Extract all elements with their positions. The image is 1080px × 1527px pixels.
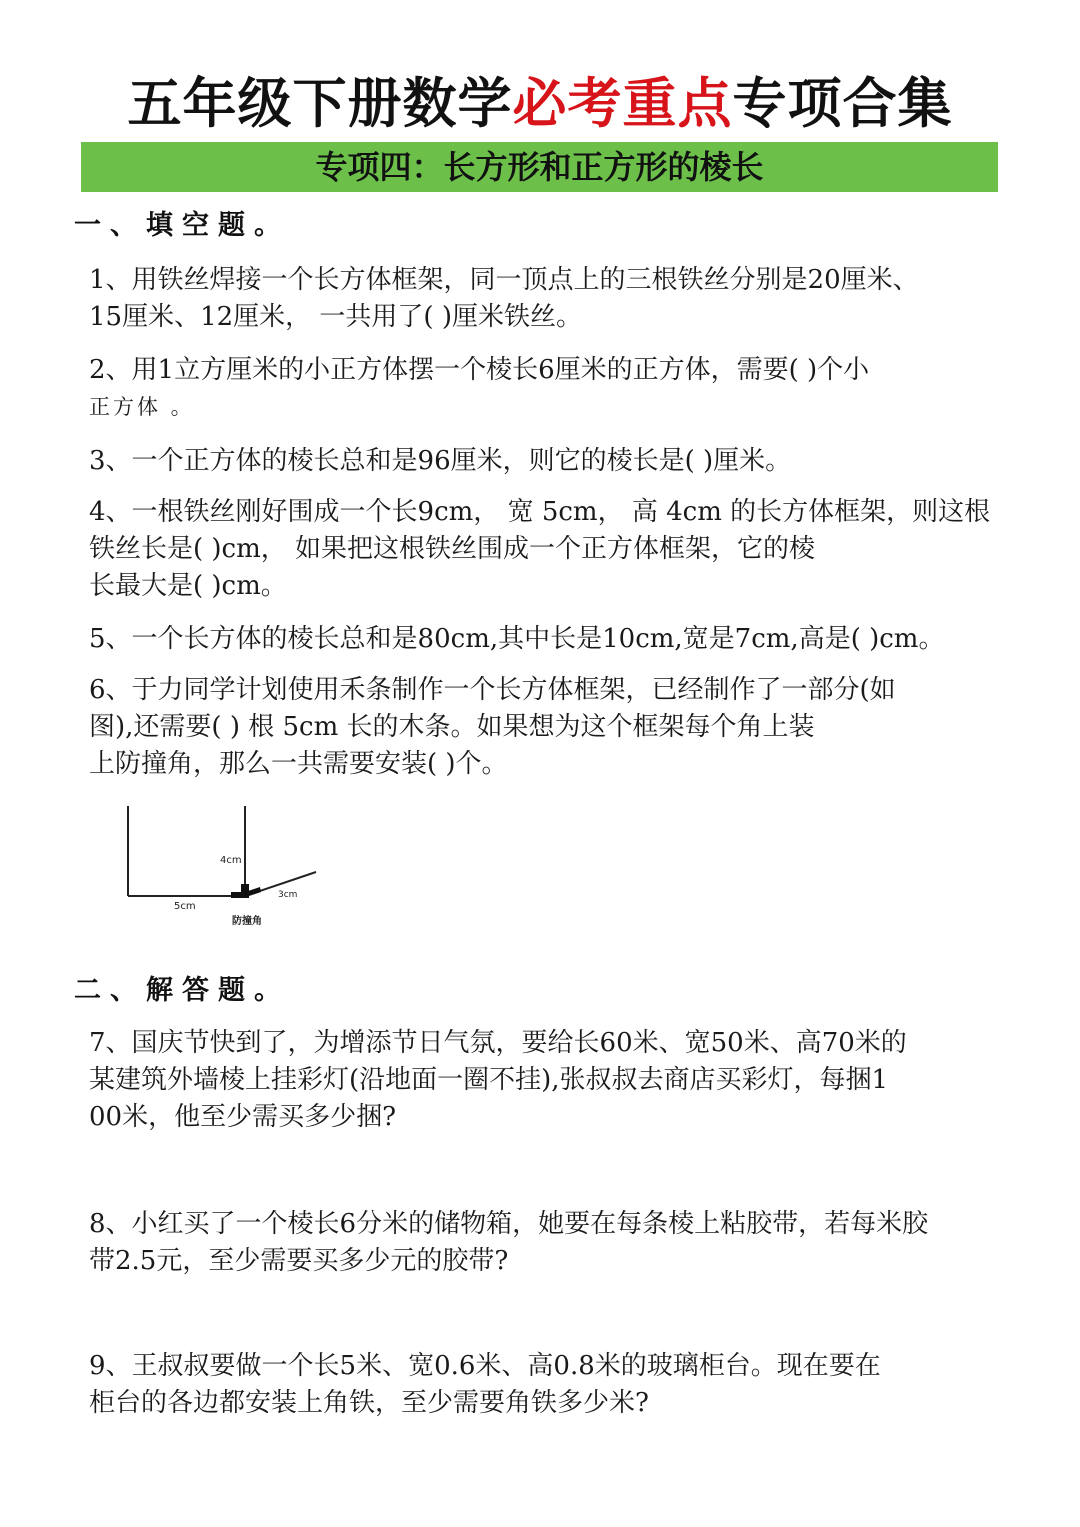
question-line: 1、用铁丝焊接一个长方体框架，同一顶点上的三根铁丝分别是20厘米、 <box>89 265 919 295</box>
question-6 <box>89 672 989 783</box>
topic-banner-text: 专项四：长方形和正方形的棱长 <box>315 148 764 186</box>
question-line: 2、用1立方厘米的小正方体摆一个棱长6厘米的正方体，需要( )个小 <box>89 355 870 385</box>
question-9 <box>89 1348 989 1422</box>
frame-figure <box>118 800 328 935</box>
question-line: 5、一个长方体的棱长总和是80cm,其中长是10cm,宽是7cm,高是( )cm。 <box>89 624 945 654</box>
question-line: 6、于力同学计划使用禾条制作一个长方体框架，已经制作了一部分(如 <box>89 675 896 705</box>
label-height: 4cm <box>220 855 242 866</box>
question-line: 铁丝长是( )cm， 如果把这根铁丝围成一个正方体框架，它的棱 <box>89 534 816 564</box>
question-line: 柜台的各边都安装上角铁，至少需要角铁多少米? <box>89 1388 649 1418</box>
question-4 <box>89 494 989 605</box>
frame-diagram <box>118 800 328 935</box>
question-line: 4、一根铁丝刚好围成一个长9cm， 宽 5cm， 高 4cm 的长方体框架，则这根 <box>89 497 991 527</box>
question-8 <box>89 1206 989 1280</box>
question-line: 带2.5元，至少需要买多少元的胶带? <box>89 1246 509 1276</box>
question-5 <box>89 621 989 658</box>
question-line: 3、一个正方体的棱长总和是96厘米，则它的棱长是( )厘米。 <box>89 446 792 476</box>
corner-bumper-icon <box>231 884 261 898</box>
label-length: 5cm <box>174 901 196 912</box>
question-line: 8、小红买了一个棱长6分米的储物箱，她要在每条棱上粘胶带，若每米胶 <box>89 1209 929 1239</box>
label-corner-bumper: 防撞角 <box>232 916 262 927</box>
question-line: 图),还需要( ) 根 5cm 长的木条。如果想为这个框架每个角上装 <box>89 712 815 742</box>
question-line: 15厘米、12厘米， 一共用了( )厘米铁丝。 <box>89 302 582 332</box>
label-width: 3cm <box>278 890 298 900</box>
section-heading-fill-in: 一、填空题。 <box>74 210 290 241</box>
question-line: 长最大是( )cm。 <box>89 571 287 601</box>
topic-banner <box>81 142 998 192</box>
question-1 <box>89 262 989 336</box>
page-title <box>0 68 1080 140</box>
question-2 <box>89 352 989 426</box>
title-highlight: 必考重点 <box>512 72 733 135</box>
question-line: 某建筑外墙棱上挂彩灯(沿地面一圈不挂),张叔叔去商店买彩灯，每捆1 <box>89 1065 889 1095</box>
question-line: 上防撞角，那么一共需要安装( )个。 <box>89 749 508 779</box>
question-line: 9、王叔叔要做一个长5米、宽0.6米、高0.8米的玻璃柜台。现在要在 <box>89 1351 881 1381</box>
title-part-2: 专项合集 <box>732 72 953 135</box>
question-3 <box>89 443 989 480</box>
section-heading-word-problems: 二、解答题。 <box>74 975 290 1006</box>
question-line: 7、国庆节快到了，为增添节日气氛，要给长60米、宽50米、高70米的 <box>89 1028 907 1058</box>
question-7 <box>89 1025 989 1136</box>
title-part-1: 五年级下册数学 <box>127 72 513 135</box>
question-line: 正方体 。 <box>89 395 195 419</box>
question-line: 00米，他至少需买多少捆? <box>89 1102 397 1132</box>
